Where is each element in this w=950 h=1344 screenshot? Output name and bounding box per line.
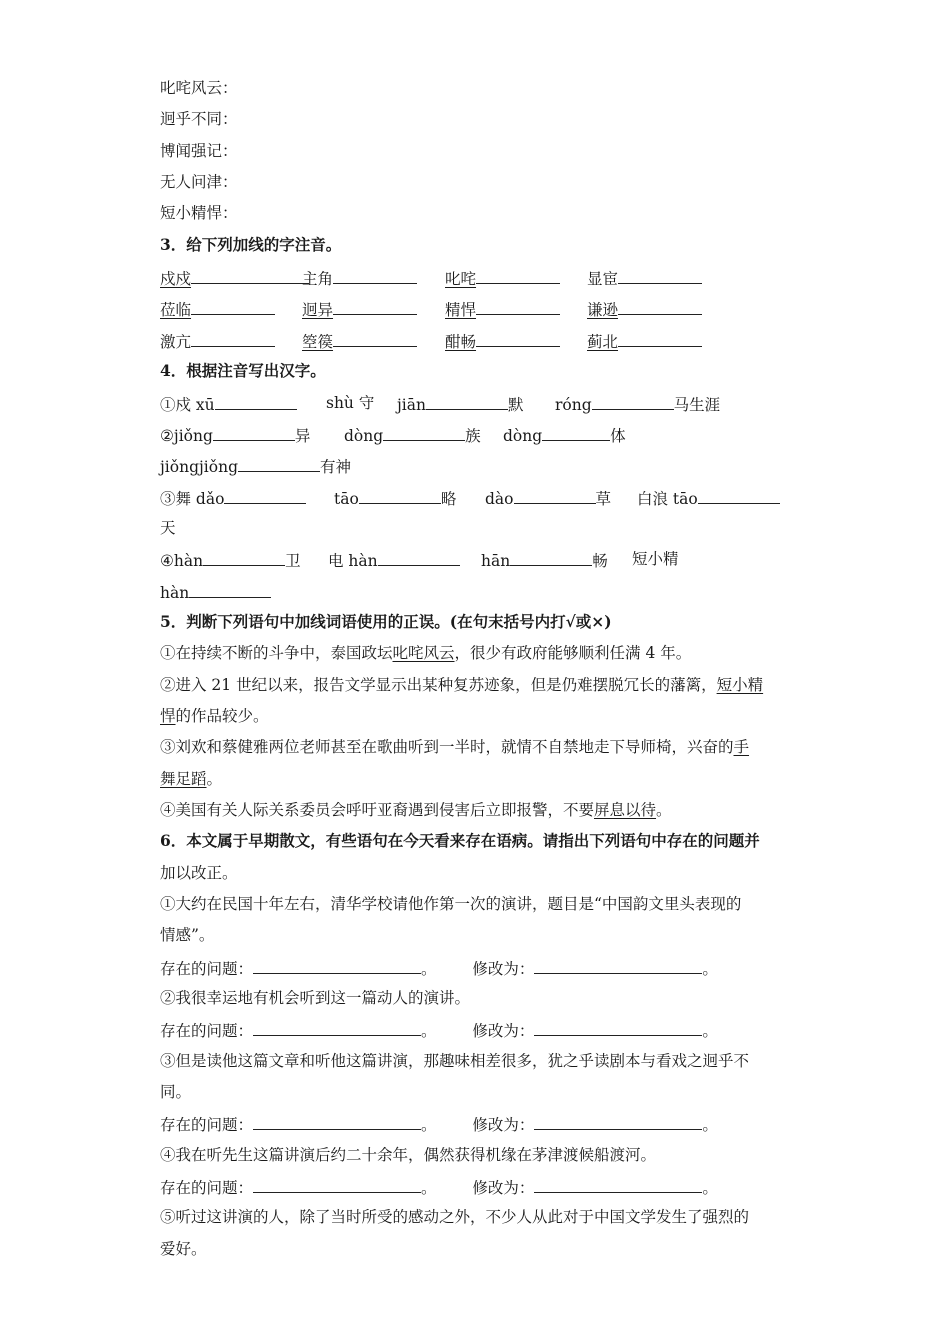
answer-blank[interactable] — [476, 267, 560, 284]
q4-item: dòng 族 — [344, 424, 481, 446]
idiom-1: 叱咤风云： — [160, 79, 238, 97]
q6-answer-row: 存在的问题： 。 修改为： 。 — [160, 1176, 718, 1198]
q3-item: 谦逊 — [587, 298, 702, 320]
answer-blank[interactable] — [592, 393, 674, 410]
fix-blank[interactable] — [534, 1113, 702, 1130]
answer-blank[interactable] — [191, 330, 275, 347]
q5-title: 5．判断下列语句中加线词语使用的正误。(在句末括号内打√或×) — [160, 612, 612, 631]
answer-blank[interactable] — [542, 424, 610, 441]
q4-item: 天 — [160, 519, 176, 537]
q3-item: 激亢 — [160, 330, 275, 352]
q5-sentence-2: ②进入 21 世纪以来，报告文学显示出某种复苏迹象，但是仍难摆脱冗长的藩篱，短小精 — [160, 676, 764, 694]
q3-item: 迥异 — [302, 298, 417, 320]
answer-blank[interactable] — [618, 298, 702, 315]
q4-item: dòng 体 — [503, 424, 626, 446]
answer-blank[interactable] — [618, 330, 702, 347]
q3-item: 莅临 — [160, 298, 275, 320]
problem-blank[interactable] — [253, 1176, 421, 1193]
q3-item: 主角 — [302, 267, 417, 289]
q6-title-cont: 加以改正。 — [160, 864, 238, 882]
answer-blank[interactable] — [510, 549, 592, 566]
fix-blank[interactable] — [534, 1176, 702, 1193]
idiom-2: 迥乎不同： — [160, 110, 238, 128]
answer-blank[interactable] — [238, 455, 320, 472]
answer-blank[interactable] — [378, 549, 460, 566]
q3-item: 精悍 — [445, 298, 560, 320]
q4-item: hān 畅 — [481, 549, 608, 571]
q5-sentence-4: ④美国有关人际关系委员会呼吁亚裔遇到侵害后立即报警，不要屏息以待。 — [160, 801, 672, 819]
q6-sentence-3: ③但是读他这篇文章和听他这篇讲演，那趣味相差很多，犹之乎读剧本与看戏之迥乎不 — [160, 1052, 750, 1070]
q3-item: 酣畅 — [445, 330, 560, 352]
q6-answer-row: 存在的问题： 。 修改为： 。 — [160, 1113, 718, 1135]
problem-blank[interactable] — [253, 957, 421, 974]
idiom-3: 博闻强记： — [160, 142, 238, 160]
q5-sentence-3: ③刘欢和蔡健雅两位老师甚至在歌曲听到一半时，就情不自禁地走下导师椅，兴奋的手 — [160, 738, 750, 756]
q4-item: 白浪 tāo — [637, 487, 780, 509]
q6-answer-row: 存在的问题： 。 修改为： 。 — [160, 957, 718, 979]
q3-item: 叱咤 — [445, 267, 560, 289]
q6-answer-row: 存在的问题： 。 修改为： 。 — [160, 1019, 718, 1041]
answer-blank[interactable] — [383, 424, 465, 441]
answer-blank[interactable] — [333, 267, 417, 284]
q4-title: 4．根据注音写出汉字。 — [160, 361, 326, 380]
idiom-4: 无人问津： — [160, 173, 238, 191]
answer-blank[interactable] — [191, 298, 275, 315]
q6-sentence-4: ④我在听先生这篇讲演后约二十余年，偶然获得机缘在茅津渡候船渡河。 — [160, 1146, 657, 1164]
q6-sentence-5: ⑤听过这讲演的人，除了当时所受的感动之外，不少人从此对于中国文学发生了强烈的 — [160, 1208, 750, 1226]
answer-blank[interactable] — [189, 581, 271, 598]
q4-item: 短小精 — [632, 550, 679, 568]
answer-blank[interactable] — [333, 298, 417, 315]
q6-sentence-3-cont: 同。 — [160, 1083, 192, 1101]
q4-item: dào 草 — [485, 487, 611, 509]
q4-item: róng 马生涯 — [555, 393, 720, 415]
fix-blank[interactable] — [534, 957, 702, 974]
answer-blank[interactable] — [476, 298, 560, 315]
q4-item: 电 hàn — [328, 549, 460, 571]
q4-item: shù 守 — [326, 394, 375, 412]
q3-item: 显宦 — [587, 267, 702, 289]
q6-title: 6．本文属于早期散文，有些语句在今天看来存在语病。请指出下列语句中存在的问题并 — [160, 831, 760, 850]
q4-item: jiǒngjiǒng 有神 — [160, 455, 351, 477]
q6-sentence-2: ②我很幸运地有机会听到这一篇动人的演讲。 — [160, 989, 471, 1007]
q3-item: 蓟北 — [587, 330, 702, 352]
q5-sentence-3-cont: 舞足蹈。 — [160, 770, 223, 788]
problem-blank[interactable] — [253, 1113, 421, 1130]
fix-blank[interactable] — [534, 1019, 702, 1036]
q5-sentence-2-cont: 悍的作品较少。 — [160, 707, 269, 725]
answer-blank[interactable] — [191, 267, 309, 284]
answer-blank[interactable] — [333, 330, 417, 347]
q4-item: jiān 默 — [397, 393, 524, 415]
problem-blank[interactable] — [253, 1019, 421, 1036]
answer-blank[interactable] — [514, 487, 596, 504]
q5-sentence-1: ①在持续不断的斗争中，泰国政坛叱咤风云，很少有政府能够顺利任满 4 年。 — [160, 644, 692, 662]
q6-sentence-5-cont: 爱好。 — [160, 1240, 207, 1258]
q3-item: 箜篌 — [302, 330, 417, 352]
q6-sentence-1: ①大约在民国十年左右，清华学校请他作第一次的演讲，题目是“中国韵文里头表现的 — [160, 895, 742, 913]
idiom-5: 短小精悍： — [160, 204, 238, 222]
q3-title: 3．给下列加线的字注音。 — [160, 235, 342, 254]
q3-item: 戍戍 — [160, 267, 309, 289]
answer-blank[interactable] — [426, 393, 508, 410]
answer-blank[interactable] — [224, 487, 306, 504]
q4-item: ③舞 dǎo — [160, 487, 306, 509]
answer-blank[interactable] — [215, 393, 297, 410]
q4-item: ②jiǒng 异 — [160, 424, 310, 446]
answer-blank[interactable] — [359, 487, 441, 504]
answer-blank[interactable] — [698, 487, 780, 504]
q4-item: hàn — [160, 581, 271, 603]
q4-item: ④hàn 卫 — [160, 549, 301, 571]
answer-blank[interactable] — [203, 549, 285, 566]
answer-blank[interactable] — [618, 267, 702, 284]
q4-item: ①戍 xū — [160, 393, 297, 415]
answer-blank[interactable] — [213, 424, 295, 441]
answer-blank[interactable] — [476, 330, 560, 347]
q6-sentence-1-cont: 情感”。 — [160, 926, 215, 944]
q4-item: tāo 略 — [334, 487, 456, 509]
